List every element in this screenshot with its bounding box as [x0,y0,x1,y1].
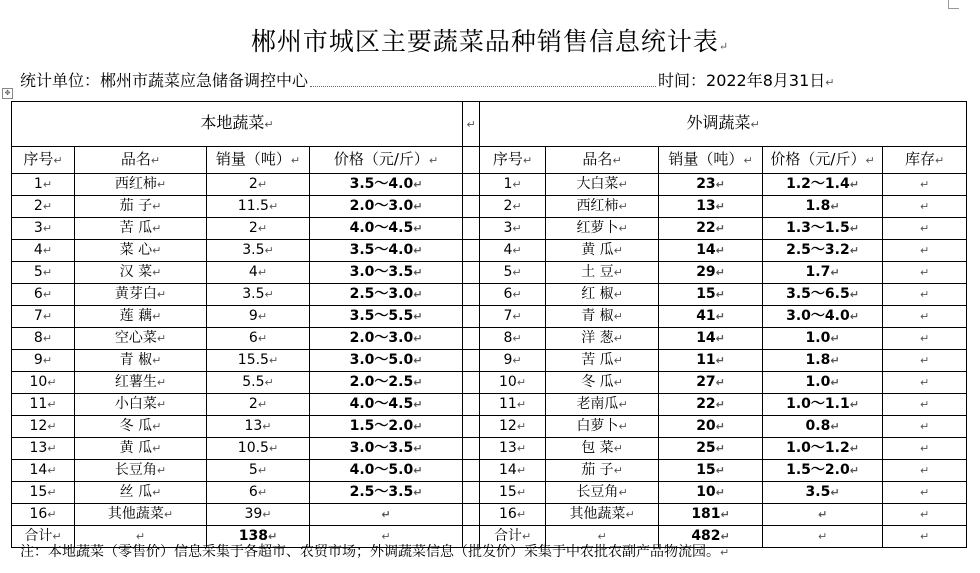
ext-price-cell: 3.0～4.0↵ [763,306,883,328]
local-qty-cell: 3.5↵ [207,240,310,262]
local-name-cell: 菜 心↵ [75,240,207,262]
total-empty-cell: ↵ [883,526,967,548]
ext-name-cell: 洋 葱↵ [546,328,659,350]
ext-no-cell: 10↵ [480,372,546,394]
local-qty-cell: 13↵ [207,416,310,438]
ext-name-cell: 青 椒↵ [546,306,659,328]
local-qty-cell: 5.5↵ [207,372,310,394]
separator-cell [463,306,480,328]
ext-price-cell: 1.0～1.2↵ [763,438,883,460]
ext-qty-cell: 23↵ [659,174,763,196]
ext-price-cell: 3.5↵ [763,482,883,504]
info-line: 统计单位：郴州市蔬菜应急储备调控中心 时间：2022年8月31日↵ [20,68,960,91]
local-qty-cell: 11.5↵ [207,196,310,218]
ext-no-cell: 1↵ [480,174,546,196]
ext-stock-cell: ↵ [883,438,967,460]
vegetable-table [11,101,967,548]
ext-name-cell: 大白菜↵ [546,174,659,196]
ext-qty-cell: 27↵ [659,372,763,394]
section-header-row [12,102,967,147]
ext-qty-cell: 10↵ [659,482,763,504]
ext-stock-cell: ↵ [883,482,967,504]
total-empty-cell: ↵ [75,526,207,548]
local-name-cell: 丝 瓜↵ [75,482,207,504]
ext-name-cell: 长豆角↵ [546,482,659,504]
total-empty-cell: ↵ [763,526,883,548]
table-row [12,394,967,416]
ext-stock-cell: ↵ [883,306,967,328]
ext-name-cell: 苦 瓜↵ [546,350,659,372]
total-label-local: 合计↵ [12,526,75,548]
ext-stock-cell: ↵ [883,174,967,196]
table-row [12,350,967,372]
separator-cell [463,174,480,196]
separator-cell [463,350,480,372]
ext-stock-cell: ↵ [883,460,967,482]
date-label: 时间：2022年8月31日 [658,71,826,90]
local-price-cell: 2.0～2.5↵ [310,372,463,394]
ext-price-cell: 1.0～1.1↵ [763,394,883,416]
ext-stock-cell: ↵ [883,196,967,218]
ext-stock-cell: ↵ [883,262,967,284]
ext-qty-cell: 20↵ [659,416,763,438]
ext-price-cell: 1.8↵ [763,350,883,372]
local-price-cell: 3.0～5.0↵ [310,350,463,372]
local-price-cell: 3.0～3.5↵ [310,262,463,284]
local-qty-cell: 5↵ [207,460,310,482]
total-empty-cell: ↵ [546,526,659,548]
local-name-cell: 青 椒↵ [75,350,207,372]
local-no-cell: 2↵ [12,196,75,218]
local-name-cell: 空心菜↵ [75,328,207,350]
ext-stock-cell: ↵ [883,240,967,262]
ext-no-cell: 16↵ [480,504,546,526]
table-row [12,416,967,438]
ext-no-cell: 4↵ [480,240,546,262]
ext-no-cell: 2↵ [480,196,546,218]
local-qty-cell: 6↵ [207,328,310,350]
table-row [12,262,967,284]
local-price-cell: 2.0～3.0↵ [310,196,463,218]
page-corner-mark [948,0,959,9]
local-price-cell: 2.5～3.0↵ [310,284,463,306]
ext-name-cell: 土 豆↵ [546,262,659,284]
header-ext-price: 价格（元/斤）↵ [763,147,883,174]
local-price-cell: ↵ [310,504,463,526]
ext-no-cell: 13↵ [480,438,546,460]
header-local-qty: 销量（吨）↵ [207,147,310,174]
separator-cell [463,240,480,262]
local-no-cell: 16↵ [12,504,75,526]
ext-no-cell: 7↵ [480,306,546,328]
local-no-cell: 15↵ [12,482,75,504]
ext-no-cell: 9↵ [480,350,546,372]
local-no-cell: 1↵ [12,174,75,196]
header-ext-name: 品名↵ [546,147,659,174]
separator-cell [463,416,480,438]
ext-name-cell: 红萝卜↵ [546,218,659,240]
ext-no-cell: 8↵ [480,328,546,350]
ext-no-cell: 11↵ [480,394,546,416]
local-qty-cell: 4↵ [207,262,310,284]
separator-cell: ↵ [463,102,480,147]
table-row [12,174,967,196]
ext-name-cell: 冬 瓜↵ [546,372,659,394]
separator-cell [463,218,480,240]
header-local-price: 价格（元/斤）↵ [310,147,463,174]
ext-qty-cell: 41↵ [659,306,763,328]
local-price-cell: 1.5～2.0↵ [310,416,463,438]
local-name-cell: 长豆角↵ [75,460,207,482]
local-no-cell: 5↵ [12,262,75,284]
local-name-cell: 黄 瓜↵ [75,438,207,460]
separator-cell [463,147,480,174]
local-price-cell: 4.0～4.5↵ [310,218,463,240]
separator-cell [463,372,480,394]
separator-cell [463,196,480,218]
total-empty-cell: ↵ [310,526,463,548]
ext-qty-cell: 13↵ [659,196,763,218]
separator-cell [463,262,480,284]
local-no-cell: 12↵ [12,416,75,438]
ext-price-cell: 0.8↵ [763,416,883,438]
ext-price-cell: 1.8↵ [763,196,883,218]
header-ext-no: 序号↵ [480,147,546,174]
table-row [12,438,967,460]
local-price-cell: 4.0～5.0↵ [310,460,463,482]
ext-stock-cell: ↵ [883,350,967,372]
local-qty-cell: 2↵ [207,218,310,240]
local-price-cell: 3.5～5.5↵ [310,306,463,328]
table-row [12,328,967,350]
ext-name-cell: 其他蔬菜↵ [546,504,659,526]
table-row [12,196,967,218]
section-external: 外调蔬菜↵ [480,102,967,147]
header-ext-qty: 销量（吨）↵ [659,147,763,174]
ext-stock-cell: ↵ [883,372,967,394]
local-price-cell: 2.5～3.5↵ [310,482,463,504]
table-row [12,482,967,504]
table-row [12,504,967,526]
local-name-cell: 苦 瓜↵ [75,218,207,240]
local-name-cell: 莲 藕↵ [75,306,207,328]
table-row [12,306,967,328]
local-no-cell: 14↵ [12,460,75,482]
ext-no-cell: 15↵ [480,482,546,504]
ext-no-cell: 3↵ [480,218,546,240]
local-qty-cell: 9↵ [207,306,310,328]
ext-no-cell: 12↵ [480,416,546,438]
ext-no-cell: 5↵ [480,262,546,284]
header-local-no: 序号↵ [12,147,75,174]
page-title: 郴州市城区主要蔬菜品种销售信息统计表↵ [250,27,730,56]
unit-label: 统计单位：郴州市蔬菜应急储备调控中心 [20,71,309,90]
ext-stock-cell: ↵ [883,328,967,350]
table-row [12,372,967,394]
column-header-row [12,147,967,174]
ext-name-cell: 茄 子↵ [546,460,659,482]
ext-qty-cell: 181↵ [659,504,763,526]
ext-name-cell: 老南瓜↵ [546,394,659,416]
ext-name-cell: 白萝卜↵ [546,416,659,438]
ext-qty-cell: 22↵ [659,218,763,240]
table-row [12,240,967,262]
footnote: 注：本地蔬菜（零售价）信息采集于各超市、农贸市场；外调蔬菜信息（批发价）采集于中农批农副产品物流园。↵ [20,544,730,560]
ext-price-cell: 1.5～2.0↵ [763,460,883,482]
local-qty-cell: 6↵ [207,482,310,504]
ext-stock-cell: ↵ [883,284,967,306]
ext-stock-cell: ↵ [883,394,967,416]
local-name-cell: 其他蔬菜↵ [75,504,207,526]
separator-cell [463,328,480,350]
ext-qty-cell: 14↵ [659,328,763,350]
ext-qty-cell: 22↵ [659,394,763,416]
total-local-qty: 138↵ [207,526,310,548]
separator-cell [463,460,480,482]
local-no-cell: 6↵ [12,284,75,306]
local-name-cell: 汉 菜↵ [75,262,207,284]
local-price-cell: 3.5～4.0↵ [310,174,463,196]
ext-qty-cell: 14↵ [659,240,763,262]
ext-name-cell: 西红柿↵ [546,196,659,218]
local-name-cell: 冬 瓜↵ [75,416,207,438]
ext-name-cell: 黄 瓜↵ [546,240,659,262]
ext-price-cell: 3.5～6.5↵ [763,284,883,306]
ext-qty-cell: 15↵ [659,460,763,482]
dot-leader [310,77,656,87]
ext-qty-cell: 29↵ [659,262,763,284]
header-local-name: 品名↵ [75,147,207,174]
total-label-external: 合计↵ [480,526,546,548]
table-row [12,218,967,240]
local-name-cell: 黄芽白↵ [75,284,207,306]
local-no-cell: 10↵ [12,372,75,394]
table-move-handle-icon[interactable]: ✥ [2,88,13,99]
total-external-qty: 482↵ [659,526,763,548]
separator-cell [463,482,480,504]
local-name-cell: 茄 子↵ [75,196,207,218]
local-no-cell: 4↵ [12,240,75,262]
local-price-cell: 3.0～3.5↵ [310,438,463,460]
ext-no-cell: 6↵ [480,284,546,306]
local-no-cell: 3↵ [12,218,75,240]
ext-qty-cell: 15↵ [659,284,763,306]
ext-price-cell: 1.3～1.5↵ [763,218,883,240]
local-price-cell: 3.5～4.0↵ [310,240,463,262]
local-name-cell: 小白菜↵ [75,394,207,416]
ext-stock-cell: ↵ [883,416,967,438]
local-name-cell: 西红柿↵ [75,174,207,196]
separator-cell [463,394,480,416]
ext-stock-cell: ↵ [883,504,967,526]
separator-cell [463,284,480,306]
ext-name-cell: 红 椒↵ [546,284,659,306]
ext-stock-cell: ↵ [883,218,967,240]
local-price-cell: 2.0～3.0↵ [310,328,463,350]
separator-cell [463,504,480,526]
table-row [12,460,967,482]
ext-qty-cell: 25↵ [659,438,763,460]
ext-price-cell: 1.0↵ [763,328,883,350]
local-price-cell: 4.0～4.5↵ [310,394,463,416]
ext-qty-cell: 11↵ [659,350,763,372]
section-local: 本地蔬菜↵ [12,102,463,147]
ext-price-cell: 1.7↵ [763,262,883,284]
local-no-cell: 7↵ [12,306,75,328]
ext-name-cell: 包 菜↵ [546,438,659,460]
local-qty-cell: 15.5↵ [207,350,310,372]
table-row [12,284,967,306]
header-ext-stock: 库存↵ [883,147,967,174]
ext-price-cell: 1.2～1.4↵ [763,174,883,196]
local-qty-cell: 3.5↵ [207,284,310,306]
ext-price-cell: 2.5～3.2↵ [763,240,883,262]
local-qty-cell: 10.5↵ [207,438,310,460]
local-no-cell: 13↵ [12,438,75,460]
local-qty-cell: 2↵ [207,394,310,416]
local-name-cell: 红薯生↵ [75,372,207,394]
local-no-cell: 8↵ [12,328,75,350]
local-qty-cell: 2↵ [207,174,310,196]
local-no-cell: 11↵ [12,394,75,416]
ext-no-cell: 14↵ [480,460,546,482]
separator-cell [463,438,480,460]
local-no-cell: 9↵ [12,350,75,372]
ext-price-cell: ↵ [763,504,883,526]
local-qty-cell: 39↵ [207,504,310,526]
ext-price-cell: 1.0↵ [763,372,883,394]
